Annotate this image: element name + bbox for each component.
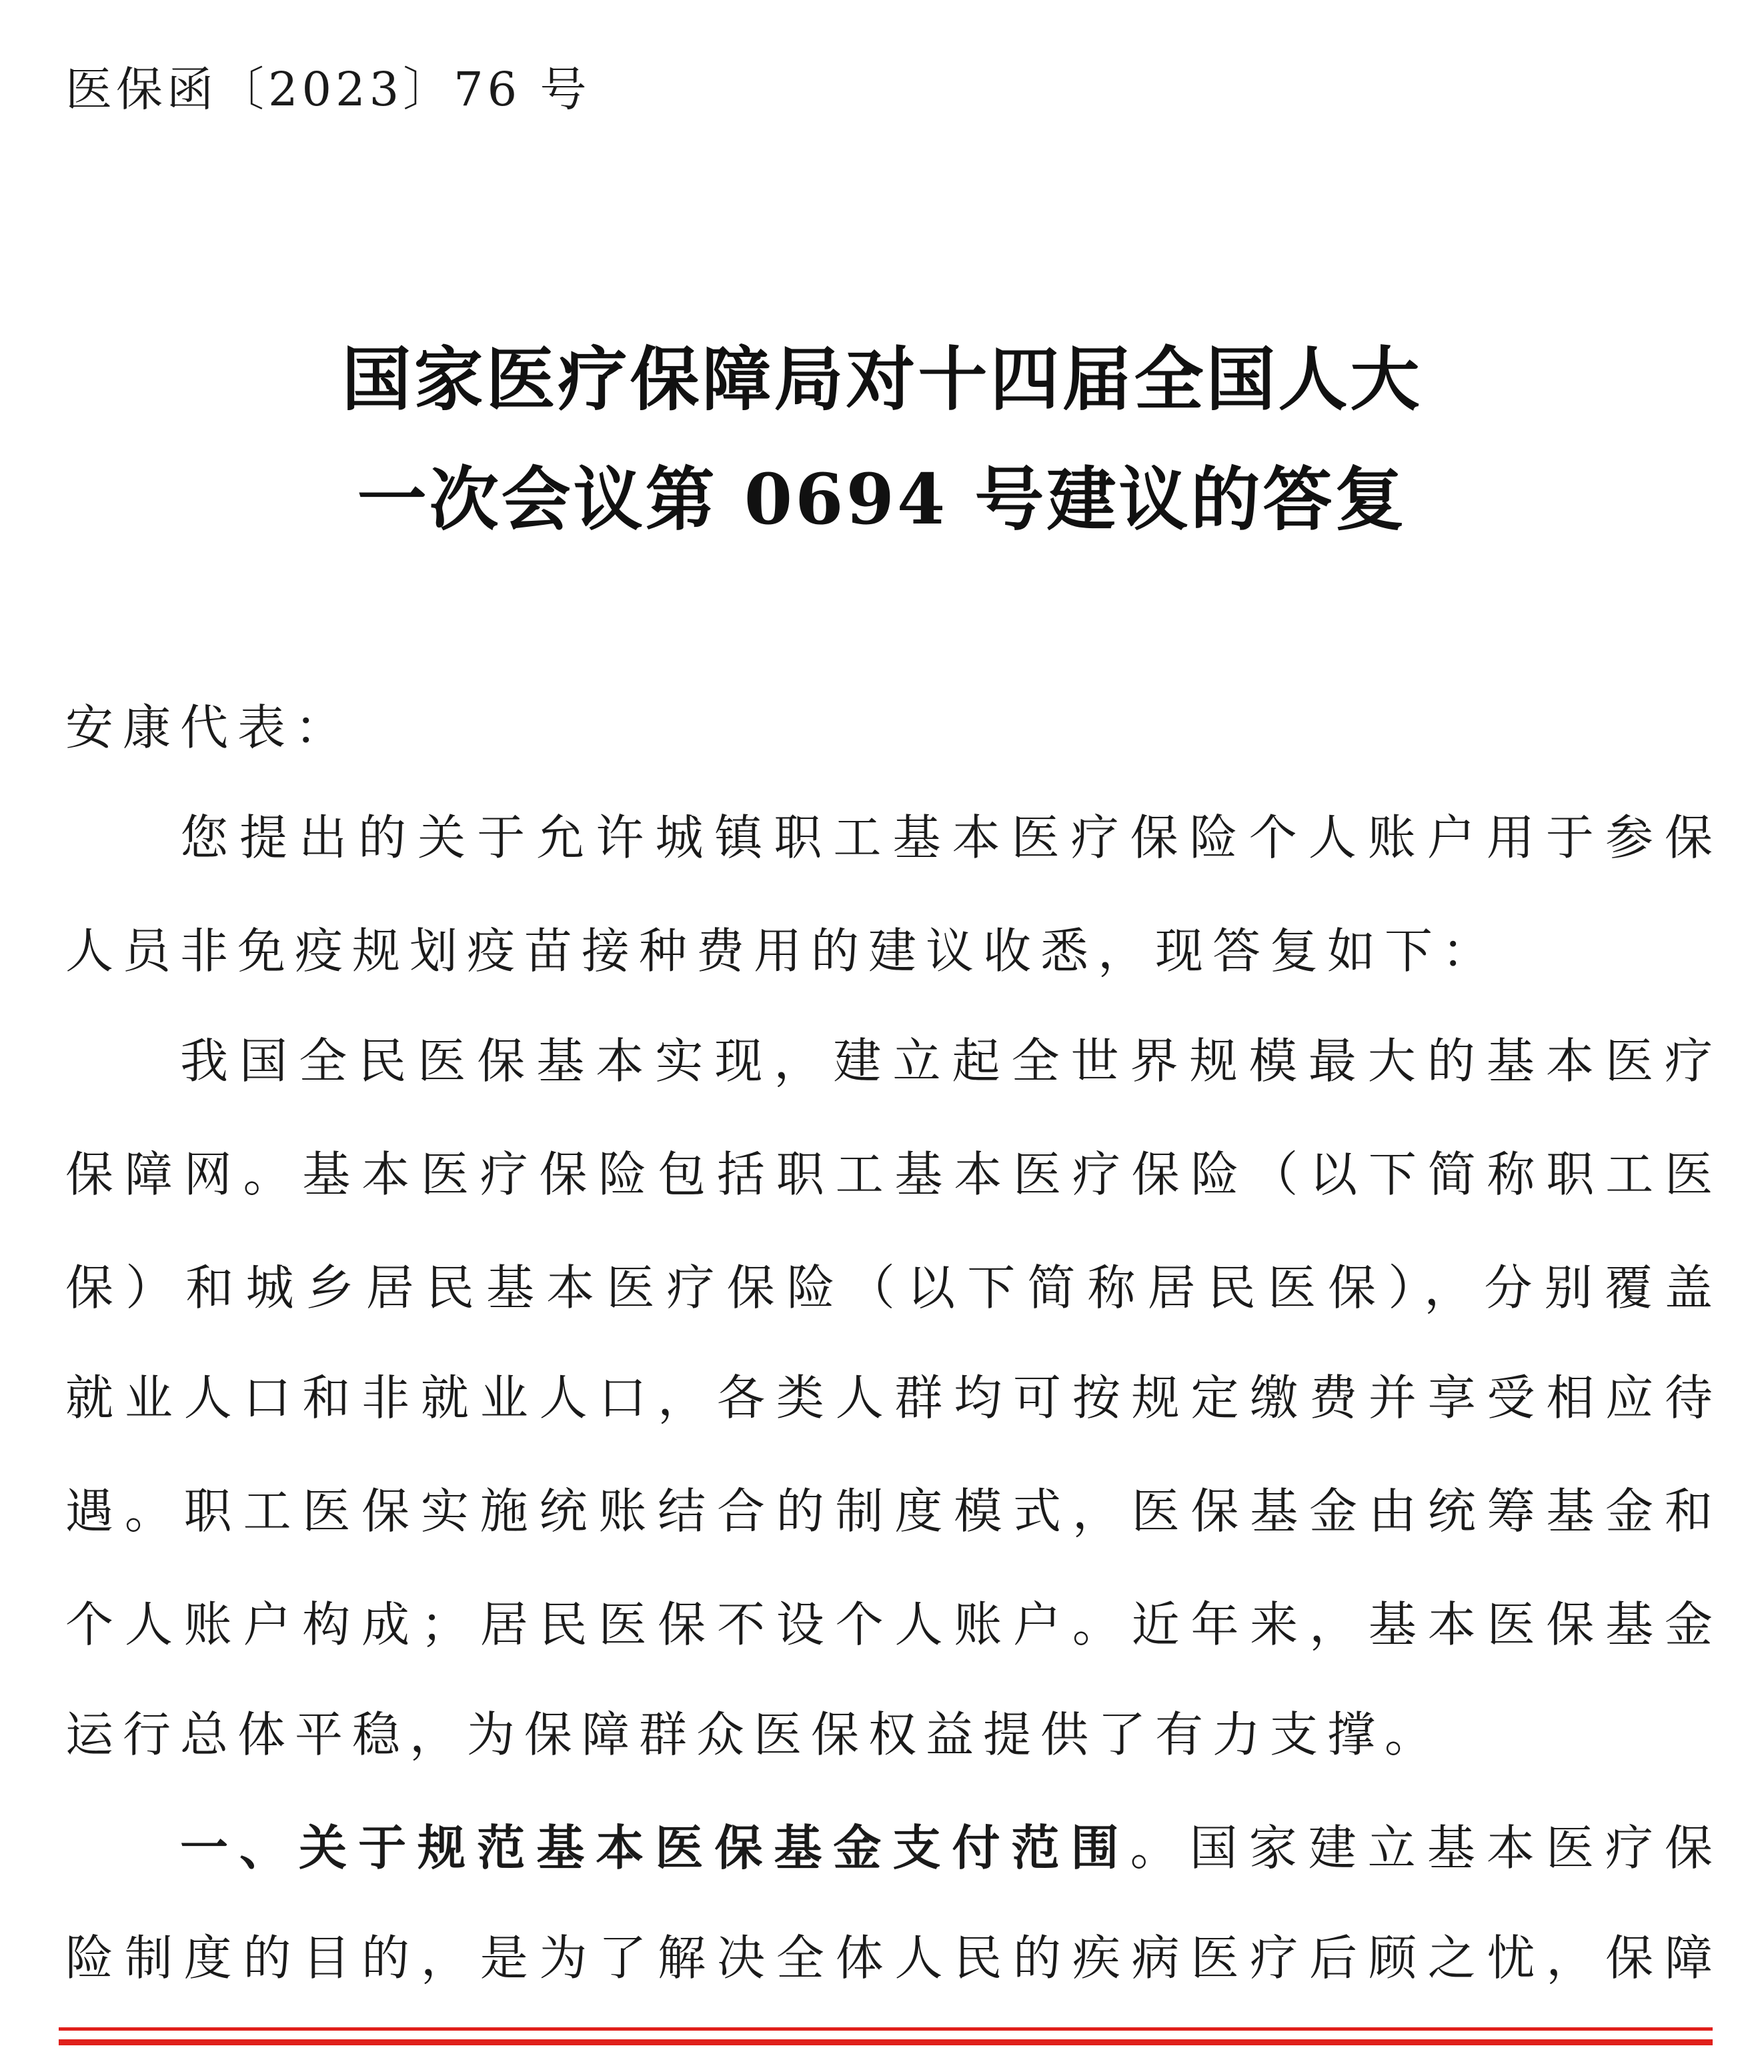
paragraph-2-line-3: 保）和城乡居民基本医疗保险（以下简称居民医保），分别覆盖 xyxy=(65,1260,1713,1316)
document-number: 医保函〔2023〕76 号 xyxy=(65,62,591,117)
paragraph-2-line-5: 遇。职工医保实施统账结合的制度模式，医保基金由统筹基金和 xyxy=(65,1483,1713,1539)
paragraph-1-line-1: 您提出的关于允许城镇职工基本医疗保险个人账户用于参保 xyxy=(180,810,1713,866)
paragraph-2-line-4: 就业人口和非就业人口，各类人群均可按规定缴费并享受相应待 xyxy=(65,1370,1713,1426)
paragraph-2-line-7: 运行总体平稳，为保障群众医保权益提供了有力支撑。 xyxy=(65,1707,1443,1763)
document-title-line-2: 一次会议第 0694 号建议的答复 xyxy=(357,458,1407,540)
section-heading: 一、关于规范基本医保基金支付范围 xyxy=(180,1819,1130,1876)
paragraph-2-line-2: 保障网。基本医疗保险包括职工基本医疗保险（以下简称职工医 xyxy=(65,1146,1713,1202)
paragraph-3-line-1 xyxy=(180,1819,1713,1876)
red-divider-thick xyxy=(59,2039,1713,2045)
paragraph-2-line-6: 个人账户构成；居民医保不设个人账户。近年来，基本医保基金 xyxy=(65,1597,1713,1653)
document-title-line-1: 国家医疗保障局对十四届全国人大 xyxy=(341,338,1423,420)
salutation: 安康代表： xyxy=(65,700,353,756)
paragraph-3-line-2: 险制度的目的，是为了解决全体人民的疾病医疗后顾之忧，保障 xyxy=(65,1930,1713,1986)
paragraph-1-line-2: 人员非免疫规划疫苗接种费用的建议收悉，现答复如下： xyxy=(65,923,1500,979)
red-divider-thin xyxy=(59,2027,1713,2031)
paragraph-2-line-1: 我国全民医保基本实现，建立起全世界规模最大的基本医疗 xyxy=(180,1033,1713,1089)
paragraph-3-line-1-text: 。国家建立基本医疗保 xyxy=(1130,1820,1713,1876)
